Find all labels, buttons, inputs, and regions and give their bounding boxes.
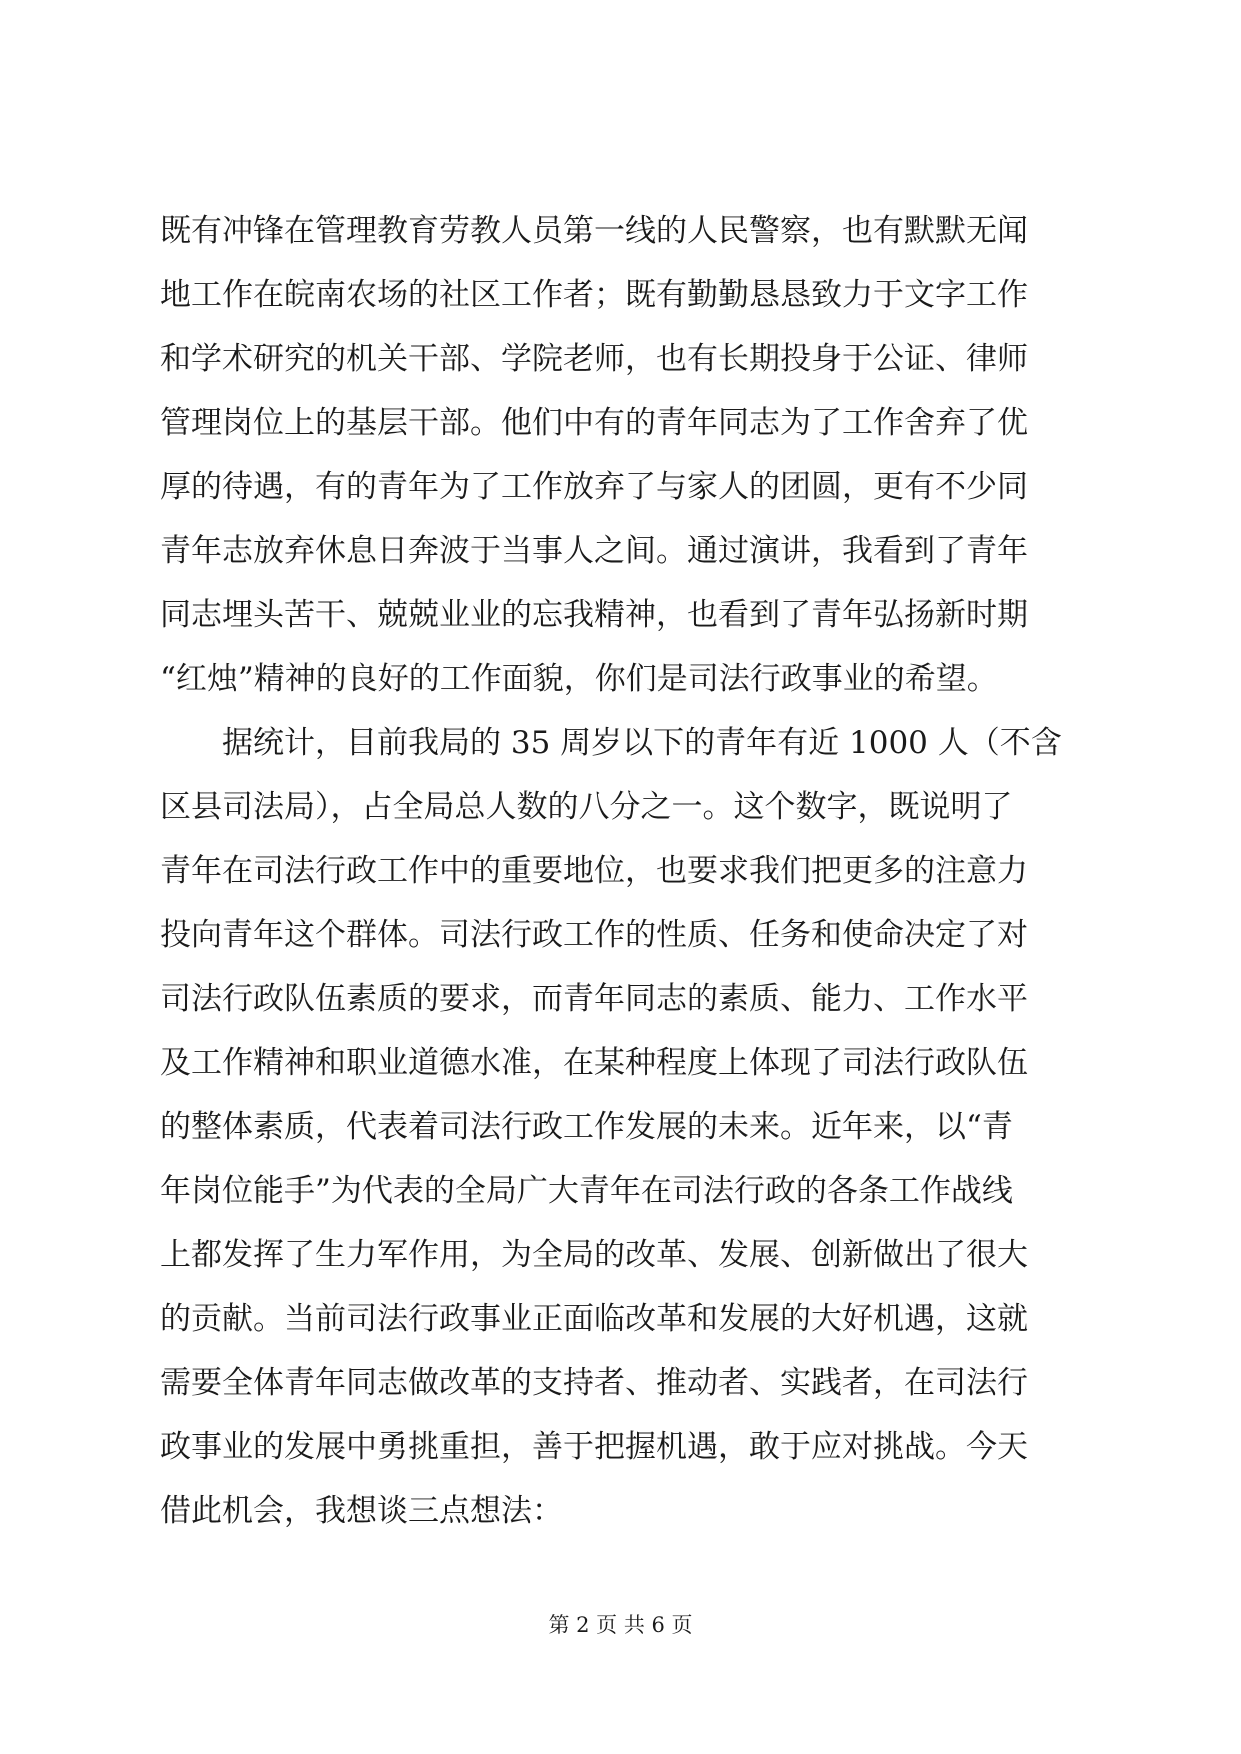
page-footer [0, 1610, 1241, 1640]
text-line: 和学术研究的机关干部、学院老师，也有长期投身于公证、律师 [160, 341, 1028, 377]
text-line: 既有冲锋在管理教育劳教人员第一线的人民警察，也有默默无闻 [160, 213, 1028, 249]
text-line: 投向青年这个群体。司法行政工作的性质、任务和使命决定了对 [160, 917, 1028, 953]
text-line: 上都发挥了生力军作用，为全局的改革、发展、创新做出了很大 [160, 1237, 1028, 1273]
text-line: 借此机会，我想谈三点想法： [160, 1493, 563, 1529]
body-text [160, 199, 1100, 1543]
text-line: 同志埋头苦干、兢兢业业的忘我精神，也看到了青年弘扬新时期 [160, 597, 1028, 633]
text-line: 年岗位能手”为代表的全局广大青年在司法行政的各条工作战线 [160, 1173, 1013, 1209]
text-line: 的整体素质，代表着司法行政工作发展的未来。近年来，以“青 [160, 1109, 1013, 1145]
page-number: 第 2 页 共 6 页 [548, 1613, 693, 1637]
text-line: 青年志放弃休息日奔波于当事人之间。通过演讲，我看到了青年 [160, 533, 1028, 569]
paragraph-first-line: 据统计，目前我局的 35 周岁以下的青年有近 1000 人（不含 [222, 725, 1062, 761]
text-line: 及工作精神和职业道德水准，在某种程度上体现了司法行政队伍 [160, 1045, 1028, 1081]
text-line: 司法行政队伍素质的要求，而青年同志的素质、能力、工作水平 [160, 981, 1028, 1017]
text-line: 政事业的发展中勇挑重担，善于把握机遇，敢于应对挑战。今天 [160, 1429, 1028, 1465]
text-line: 的贡献。当前司法行政事业正面临改革和发展的大好机遇，这就 [160, 1301, 1028, 1337]
text-line: 地工作在皖南农场的社区工作者；既有勤勤恳恳致力于文字工作 [160, 277, 1028, 313]
text-line: 青年在司法行政工作中的重要地位，也要求我们把更多的注意力 [160, 853, 1028, 889]
text-line: 管理岗位上的基层干部。他们中有的青年同志为了工作舍弃了优 [160, 405, 1028, 441]
text-line: “红烛”精神的良好的工作面貌，你们是司法行政事业的希望。 [160, 661, 998, 697]
text-line: 厚的待遇，有的青年为了工作放弃了与家人的团圆，更有不少同 [160, 469, 1028, 505]
text-line: 区县司法局），占全局总人数的八分之一。这个数字，既说明了 [160, 789, 1013, 825]
text-line: 需要全体青年同志做改革的支持者、推动者、实践者，在司法行 [160, 1365, 1028, 1401]
